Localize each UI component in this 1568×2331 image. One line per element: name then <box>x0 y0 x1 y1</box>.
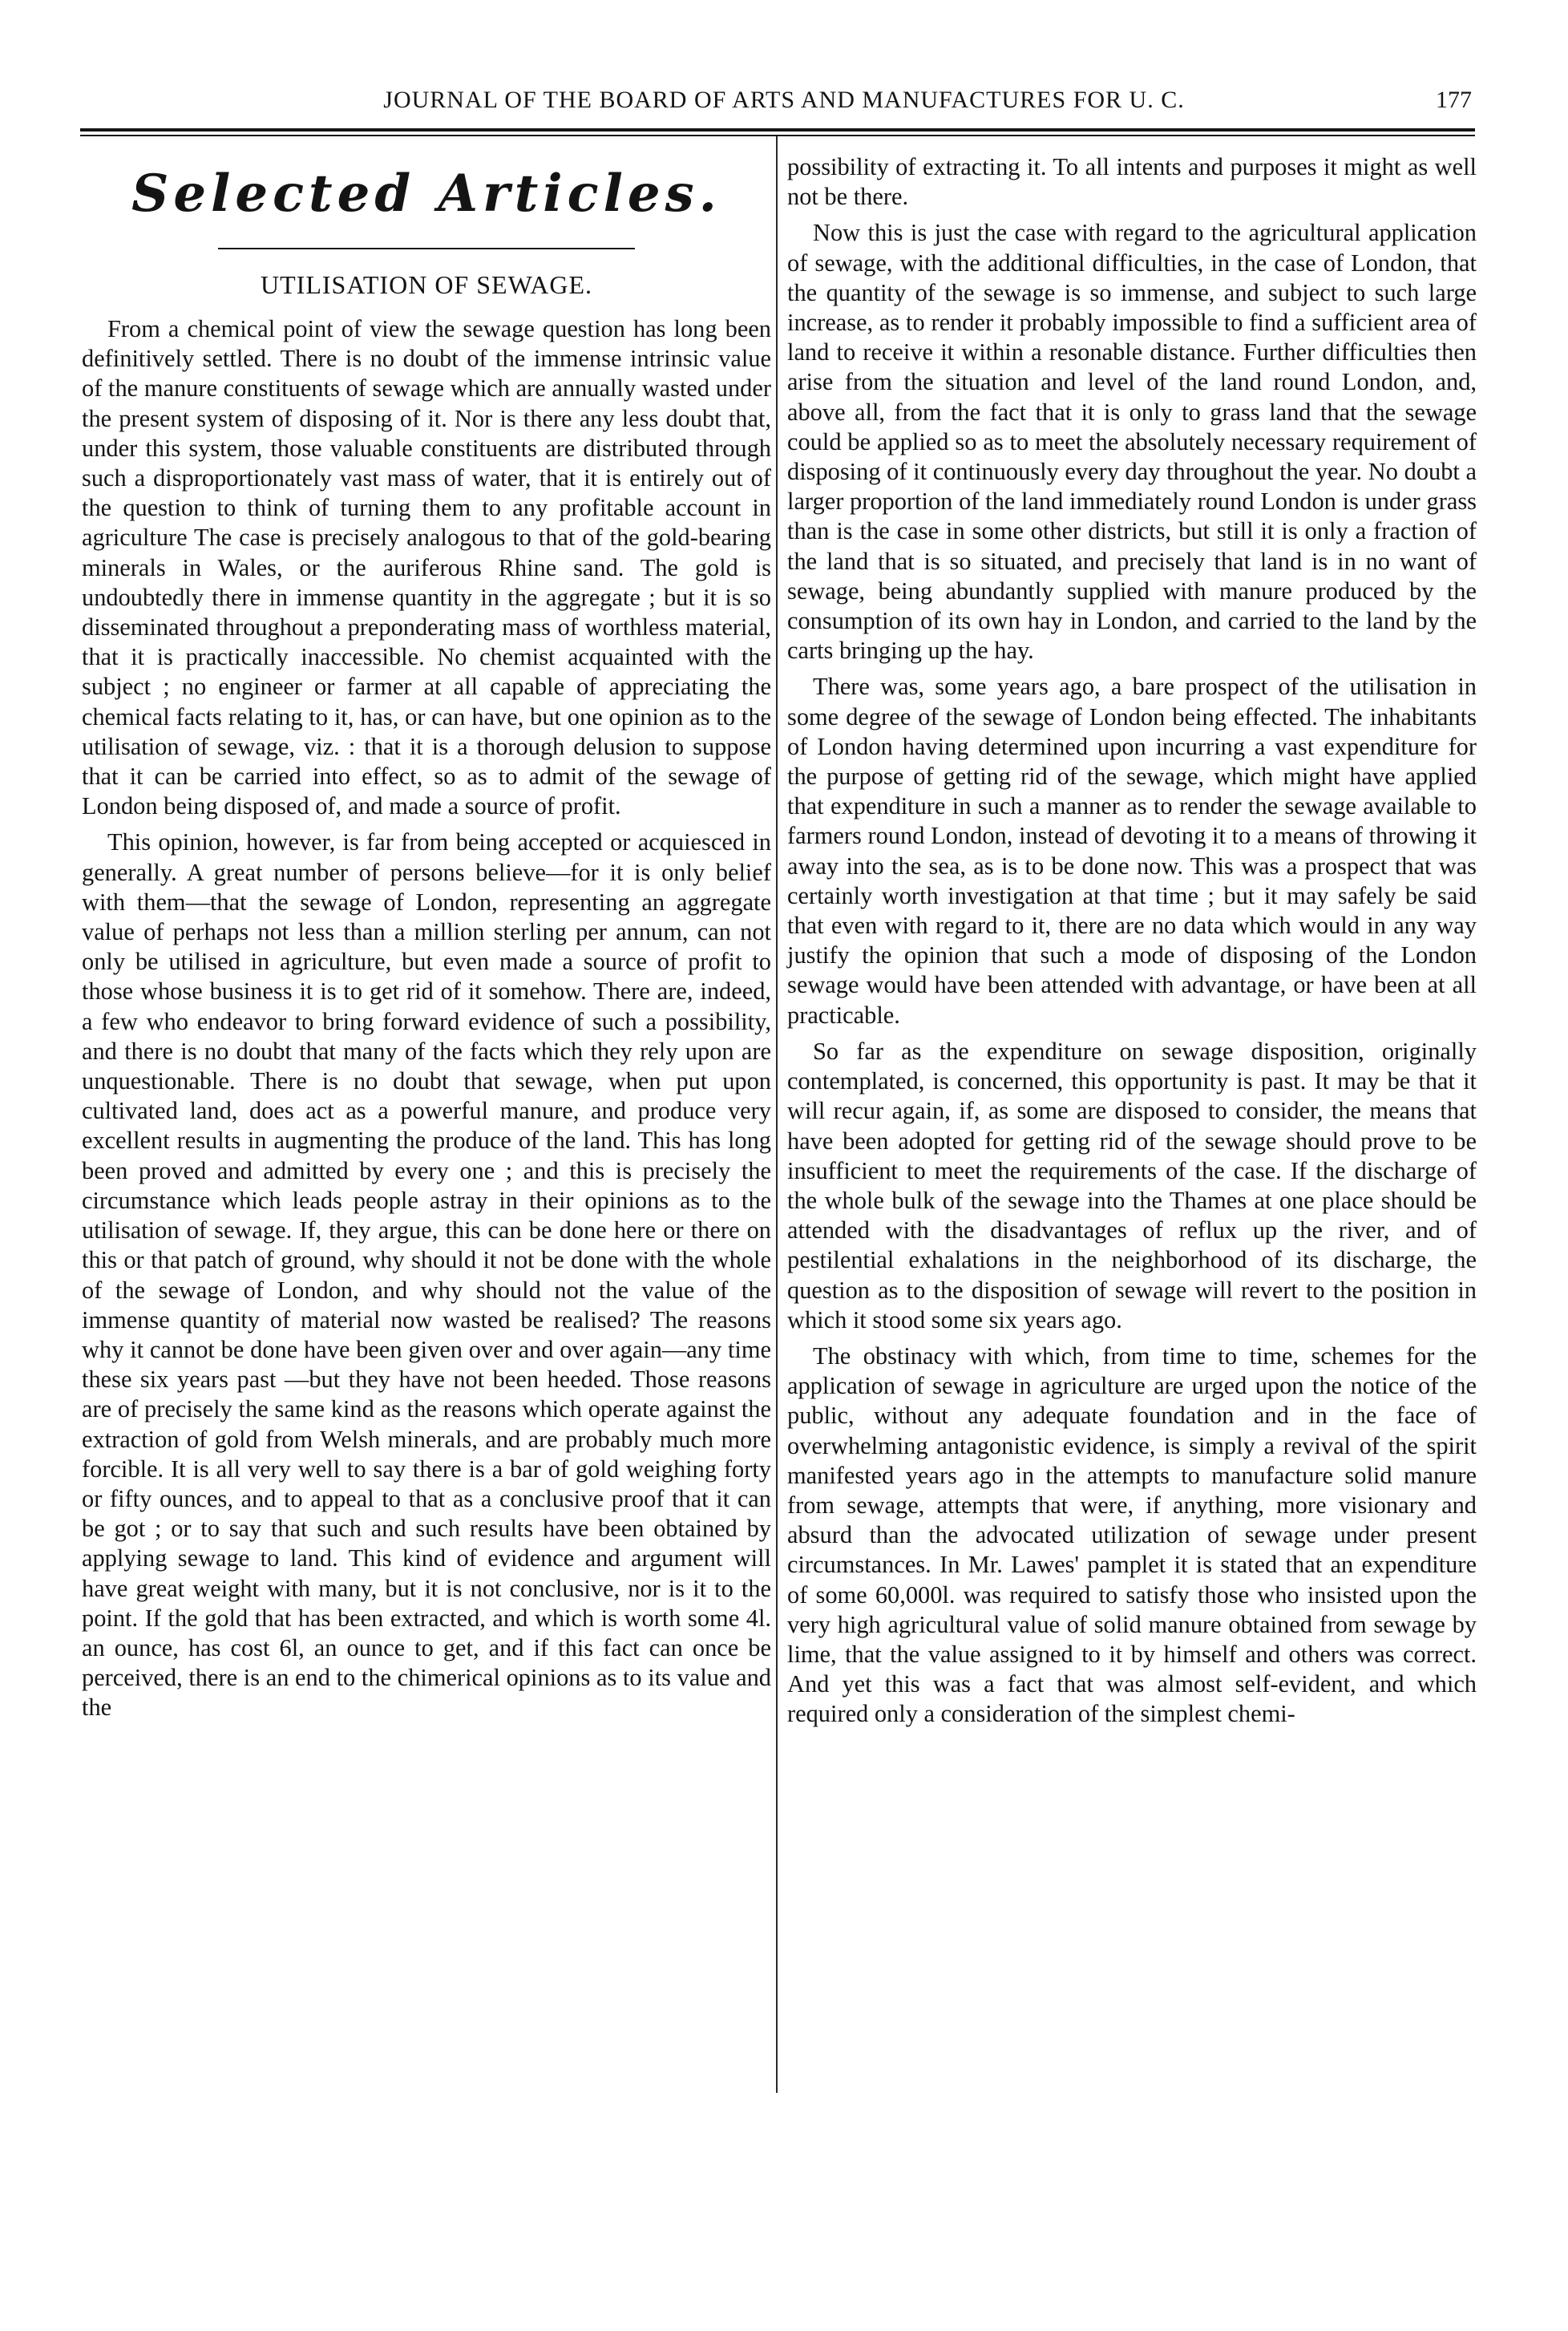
article-title: UTILISATION OF SEWAGE. <box>261 270 592 299</box>
paragraph: Now this is just the case with regard to the agricultural application of sewage, with the additional difficulties, in the case of London, that the quantity of the sewage is so immense, and subject to such large increase, as to render it probably impossible to find a sufficient area of land to receive it within a resonable distance. Further difficulties then arise from the situation and level of the land round London, and, above all, from the fact that it is only to grass land that the sewage could be applied so as to meet the absolutely necessary requirement of disposing of it continuously every day throughout the year. No doubt a larger proportion of the land immediately round London is under grass than is the case in some other districts, but still it is only a fraction of the land that is so situated, and precisely that land is in no want of sewage, being abundantly supplied with manure produced by the consumption of its own hay in London, and carried to the land by the carts bringing up the hay. <box>787 219 1477 665</box>
paragraph: From a chemical point of view the sewage question has long been definitively settled. There is no doubt of the immense intrinsic value of the manure constituents of sewage which are annually wasted under the present system of disposing of it. Nor is there any less doubt that, under this system, those valuable constituents are distributed through such a disproportionately vast mass of water, that it is entirely out of the question to think of turning them to any profitable account in agriculture The case is precisely analogous to that of the gold-bearing minerals in Wales, or the auriferous Rhine sand. The gold is undoubtedly there in immense quantity in the aggregate ; but it is so disseminated throughout a preponderating mass of worthless material, that it is practically inaccessible. No chemist acquainted with the subject ; no engineer or farmer at all capable of appreciating the chemical facts relating to it, has, or can have, but one opinion as to the utilisation of sewage, viz. : that it is a thorough delusion to suppose that it can be carried into effect, so as to admit of the sewage of London being disposed of, and made a source of profit. <box>82 315 771 820</box>
paragraph: There was, some years ago, a bare prospect of the utilisation in some degree of the sewage of London being effected. The inhabitants of London having determined upon incurring a vast expenditure for the purpose of getting rid of the sewage, which might have applied that expenditure in such a manner as to render the sewage available to farmers round London, instead of devoting it to a means of throwing it away into the sea, as is to be done now. This was a prospect that was certainly worth investigation at that time ; but it may safely be said that even with regard to it, there are no data which would in any way justify the opinion that such a mode of disposing of the London sewage would have been attended with advantage, or have been at all practicable. <box>787 673 1477 1029</box>
paragraph: This opinion, however, is far from being accepted or acquiesced in generally. A great number of persons believe—for it is only belief with them—that the sewage of London, representing an aggregate value of perhaps not less than a million sterling per annum, can not only be utilised in agriculture, but even made a source of profit to those whose business it is to get rid of it somehow. There are, indeed, a few who endeavor to bring forward evidence of such a possibility, and there is no doubt that many of the facts which they rely upon are unquestionable. There is no doubt that sewage, when put upon cultivated land, does act as a powerful manure, and produce very excellent results in augmenting the produce of the land. This has long been proved and admitted by every one ; and this is precisely the circumstance which leads people astray in their opinions as to the utilisation of sewage. If, they argue, this can be done here or there on this or that patch of ground, why should it not be done with the whole of the sewage of London, and why should not the value of the immense quantity of material now wasted be realised? The reasons why it cannot be done have been given over and over again—any time these six years past —but they have not been heeded. Those reasons are of precisely the same kind as the reasons which operate against the extraction of gold from Welsh minerals, and are probably much more forcible. It is all very well to say there is a bar of gold weighing forty or fifty ounces, and to appeal to that as a conclusive proof that it can be got ; or to say that such and such results have been obtained by applying sewage to land. This kind of evidence and argument will have great weight with many, but it is not conclusive, nor is it to the point. If the gold that has been extracted, and which is worth some 4l. an ounce, has cost 6l, an ounce to get, and if this fact can once be perceived, there is an end to the chimerical opinions as to its value and the <box>82 828 771 1722</box>
column-divider <box>776 136 778 2093</box>
paragraph: possibility of extracting it. To all intents and purposes it might as well not be there. <box>787 153 1477 211</box>
running-head <box>96 87 1472 127</box>
header-rule-thick <box>80 128 1475 132</box>
running-title: JOURNAL OF THE BOARD OF ARTS AND MANUFACTURES FOR U. C. <box>383 87 1185 113</box>
paragraph: The obstinacy with which, from time to time, schemes for the application of sewage in agriculture are urged upon the notice of the public, without any adequate foundation and in the face of overwhelming antagonistic evidence, is simply a revival of the spirit manifested years ago in the attempts to manufacture solid manure from sewage, attempts that were, if anything, more visionary and absurd than the advocated utilization of sewage under present circumstances. In Mr. Lawes' pamplet it is stated that an expenditure of some 60,000l. was required to satisfy those who insisted upon the very high agricultural value of solid manure obtained from sewage by lime, that the value assigned to it by himself and others was correct. And yet this was a fact that was almost self-evident, and which required only a consideration of the simplest chemi- <box>787 1342 1477 1728</box>
page-number: 177 <box>1436 87 1472 113</box>
left-column <box>82 159 771 1723</box>
header-rule-thin <box>80 135 1475 136</box>
right-column <box>787 152 1477 1730</box>
paragraph: So far as the expenditure on sewage disposition, originally contemplated, is concerned, this opportunity is past. It may be that it will recur again, if, as some are disposed to consider, the means that have been adopted for getting rid of the sewage should prove to be insufficient to meet the requirements of the case. If the discharge of the whole bulk of the sewage into the Thames at one place should be attended with the disadvantages of reflux up the river, and of pestilential exhalations in the neighborhood of its discharge, the question as to the disposition of sewage will revert to the position in which it stood some six years ago. <box>787 1037 1477 1333</box>
section-rule <box>218 248 635 249</box>
section-heading: Selected Articles. <box>131 164 721 224</box>
